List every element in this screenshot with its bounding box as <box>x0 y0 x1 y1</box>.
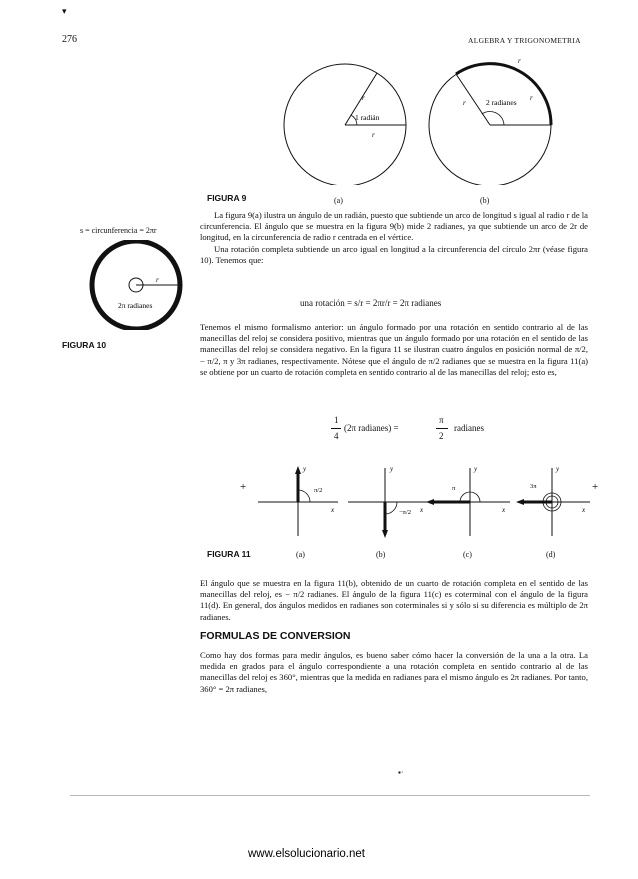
figure-9b-caption: (b) <box>480 196 490 205</box>
fig11b-x: x <box>420 506 424 514</box>
figure-9a-caption: (a) <box>334 196 343 205</box>
fig9a-angle-label: 1 radián <box>355 113 380 122</box>
figure-10-top-text: s = circunferencia = 2πr <box>80 226 157 235</box>
fig9b-radius-oblique <box>456 74 490 125</box>
fig9a-r2: r <box>372 131 375 139</box>
fig9a-r1: r <box>362 94 365 102</box>
figure-11c-caption: (c) <box>463 550 472 559</box>
fig11b-axes <box>348 465 428 538</box>
figure-11-label: FIGURA 11 <box>207 549 251 559</box>
eq2-frac-bar2 <box>436 428 448 429</box>
fig9b-r1: r <box>518 57 521 65</box>
fig11d-x: x <box>582 506 586 514</box>
fig11a-axes <box>258 465 338 536</box>
fig9b-r3: r <box>530 94 533 102</box>
fig10-angle-label: 2π radianes <box>118 301 153 310</box>
fig11a-angle: π/2 <box>314 487 323 494</box>
eq2-num2: π <box>439 415 444 425</box>
page-number: 276 <box>62 34 77 45</box>
equation-1: una rotación = s/r = 2πr/r = 2π radianes <box>300 298 442 308</box>
eq2-frac-bar1 <box>331 428 341 429</box>
fig11b-y: y <box>390 465 394 473</box>
eq2-num1: 1 <box>334 415 339 425</box>
fig11d-angle: 3π <box>530 483 537 490</box>
paragraph-1 <box>200 210 588 266</box>
section-heading: FORMULAS DE CONVERSION <box>200 630 351 642</box>
paragraph-4-text: El ángulo que se muestra en la figura 11(b), obtenido de un cuarto de rotación completa en el sentido de las manecillas del reloj, es − π/2 radianes. El ángulo de la figura 11(c) es coterminal con el ángulo de la figura 11(d). En general, dos ángulos medidos en radianes son coterminales si y sólo si su diferencia es múltiplo de 2π radianes. <box>200 578 588 622</box>
fig11c-x: x <box>502 506 506 514</box>
figure-11a-caption: (a) <box>296 550 305 559</box>
paragraph-3 <box>200 322 588 378</box>
eq2-mid: (2π radianes) = <box>344 423 399 433</box>
figure-10-label: FIGURA 10 <box>62 340 107 350</box>
fig11b-angle: −π/2 <box>399 509 412 516</box>
fig9b-r2: r <box>463 99 466 107</box>
fig11c-angle: π <box>452 485 456 492</box>
bottom-rule <box>70 795 590 796</box>
fig9b-angle-label: 2 radianes <box>486 98 517 107</box>
fig11-plus-right: + <box>592 481 599 493</box>
eq2-den1: 4 <box>334 431 339 441</box>
paragraph-4 <box>200 578 588 623</box>
paragraph-3-text: Tenemos el mismo formalismo anterior: un ángulo formado por una rotación en sentido contrario al de las manecillas del reloj se considera positivo, mientras que un ángulo formado por una rotación en el sentido de las manecillas del reloj se considera negativo. En la figura 11 se ilustran cuatro ángulos en posición normal de π/2, − π/2, π y 3π radianes, respectivamente. Nótese que el ángulo de π/2 radianes que se muestra en la figura 11(a) se obtiene por un cuarto de rotación completa en sentido contrario al de las manecillas del reloj; esto es, <box>200 322 588 377</box>
fig9b-arc-thick <box>456 64 551 125</box>
fig11d-y: y <box>556 465 560 473</box>
scan-mark: ▪· <box>398 768 404 777</box>
figure-11d-caption: (d) <box>546 550 556 559</box>
figure-11-diagram <box>230 462 610 542</box>
fig11c-axes <box>426 465 510 536</box>
figure-9-label: FIGURA 9 <box>207 193 247 203</box>
paragraph-5-text: Como hay dos formas para medir ángulos, es bueno saber cómo hacer la conversión de la una a la otra. La medida en grados para el ángulo correspondiente a una rotación completa en sentido contrario al de las manecillas del reloj es 360°, mientras que la medida en radianes para el mismo ángulo es 2π radianes. Por tanto, 360° = 2π radianes, <box>200 650 588 694</box>
running-head: ALGEBRA Y TRIGONOMETRIA <box>468 36 581 45</box>
figure-9-diagram <box>260 55 560 185</box>
eq2-tail: radianes <box>454 423 484 433</box>
fig11a-x: x <box>331 506 335 514</box>
fig11c-y: y <box>474 465 478 473</box>
fig11-plus-left: + <box>240 481 247 493</box>
paragraph-2-text: Una rotación completa subtiende un arco igual en longitud a la circunferencia del círculo 2πr (véase figura 10). Tenemos que: <box>200 243 588 265</box>
corner-mark: ▾ <box>62 6 67 16</box>
eq2-den2: 2 <box>439 431 444 441</box>
fig11a-y: y <box>303 465 307 473</box>
paragraph-5 <box>200 650 588 695</box>
figure-10-diagram <box>86 240 186 330</box>
equation-2 <box>326 415 526 449</box>
footer-url[interactable]: www.elsolucionario.net <box>248 848 365 860</box>
figure-11b-caption: (b) <box>376 550 386 559</box>
fig10-r: r <box>156 276 159 284</box>
paragraph-1-text: La figura 9(a) ilustra un ángulo de un radián, puesto que subtiende un arco de longitud s igual al radio r de la circunferencia. El ángulo que se muestra en la figura 9(b) mide 2 radianes, ya que subtiende un arco de 2r de longitud, en la circunferencia de radio r centrada en el vértice. <box>200 210 588 243</box>
fig11d-axes <box>516 465 590 536</box>
